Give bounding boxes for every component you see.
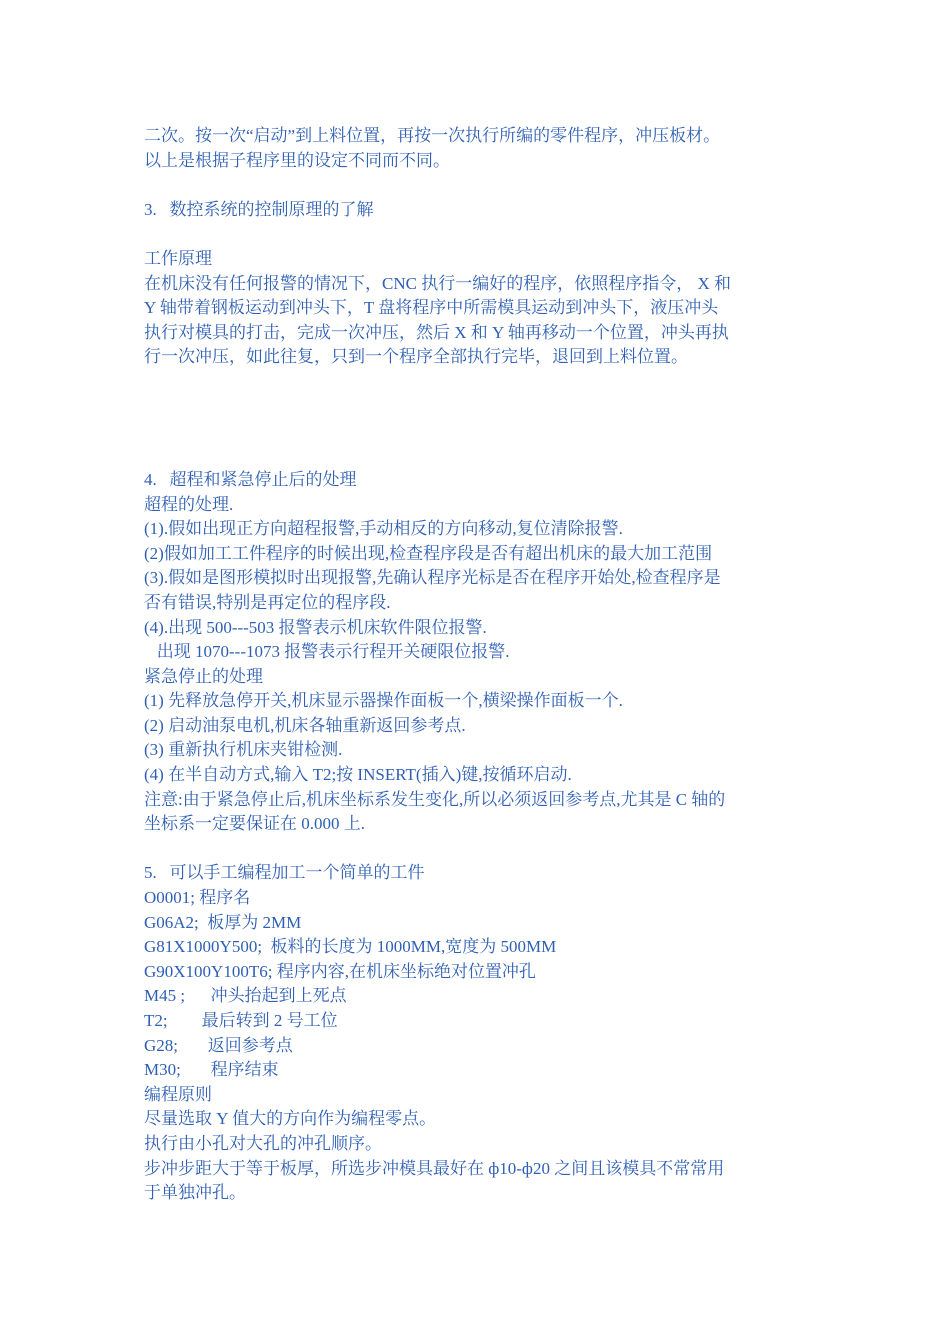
program-line: G06A2; 板厚为 2MM [144, 912, 302, 932]
program-line: M45 ; 冲头抬起到上死点 [144, 986, 347, 1006]
program-line: G81X1000Y500; 板料的长度为 1000MM,宽度为 500MM [144, 937, 557, 957]
intro-line-1: 二次。按一次“启动”到上料位置，再按一次执行所编的零件程序，冲压板材。 [144, 126, 721, 145]
program-line: M30; 程序结束 [144, 1060, 279, 1080]
emergency-stop-item: (4) 在半自动方式,输入 T2;按 INSERT(插入)键,按循环启动. [144, 765, 572, 785]
overtravel-item: 否有错误,特别是再定位的程序段. [144, 592, 391, 612]
overtravel-item: (3).假如是图形模拟时出现报警,先确认程序光标是否在程序开始处,检查程序是 [144, 568, 721, 588]
program-line: G90X100Y100T6; 程序内容,在机床坐标绝对位置冲孔 [144, 961, 536, 981]
document-body [144, 124, 824, 1206]
emergency-stop-title: 紧急停止的处理 [144, 666, 263, 686]
overtravel-item: (1).假如出现正方向超程报警,手动相反的方向移动,复位清除报警. [144, 519, 623, 539]
program-line: G28; 返回参考点 [144, 1035, 293, 1055]
program-line: O0001; 程序名 [144, 888, 251, 908]
emergency-stop-note: 坐标系一定要保证在 0.000 上. [144, 814, 365, 834]
overtravel-title: 超程的处理. [144, 494, 234, 514]
emergency-stop-note: 注意:由于紧急停止后,机床坐标系发生变化,所以必须返回参考点,尤其是 C 轴的 [144, 789, 726, 809]
working-principle-line: 执行对模具的打击，完成一次冲压，然后 X 和 Y 轴再移动一个位置，冲头再执 [144, 322, 729, 342]
overtravel-item: (2)假如加工工件程序的时候出现,检查程序段是否有超出机床的最大加工范围 [144, 543, 713, 563]
programming-principle: 尽量选取 Y 值大的方向作为编程零点。 [144, 1109, 437, 1129]
overtravel-item: (4).出现 500---503 报警表示机床软件限位报警. [144, 617, 487, 637]
overtravel-item: 出现 1070---1073 报警表示行程开关硬限位报警. [144, 642, 510, 662]
working-principle-title: 工作原理 [144, 248, 212, 268]
programming-principle: 于单独冲孔。 [144, 1183, 246, 1203]
programming-principle: 步冲步距大于等于板厚，所选步冲模具最好在 ф10-ф20 之间且该模具不常常用 [144, 1158, 725, 1178]
emergency-stop-item: (1) 先释放急停开关,机床显示器操作面板一个,横梁操作面板一个. [144, 691, 623, 711]
intro-line-2: 以上是根据子程序里的设定不同而不同。 [144, 150, 450, 170]
section-3-heading: 3. 数控系统的控制原理的了解 [144, 199, 374, 219]
working-principle-line: 在机床没有任何报警的情况下，CNC 执行一编好的程序，依照程序指令， X 和 [144, 273, 731, 293]
section-5-heading: 5. 可以手工编程加工一个简单的工件 [144, 863, 425, 883]
programming-principle: 执行由小孔对大孔的冲孔顺序。 [144, 1133, 382, 1153]
programming-principles-title: 编程原则 [144, 1084, 212, 1104]
emergency-stop-item: (3) 重新执行机床夹钳检测. [144, 740, 343, 760]
emergency-stop-item: (2) 启动油泵电机,机床各轴重新返回参考点. [144, 715, 466, 735]
working-principle-line: 行一次冲压，如此往复，只到一个程序全部执行完毕，退回到上料位置。 [144, 347, 688, 367]
section-4-heading: 4. 超程和紧急停止后的处理 [144, 469, 357, 489]
program-line: T2; 最后转到 2 号工位 [144, 1011, 338, 1030]
working-principle-line: Y 轴带着钢板运动到冲头下，T 盘将程序中所需模具运动到冲头下，液压冲头 [144, 298, 719, 318]
